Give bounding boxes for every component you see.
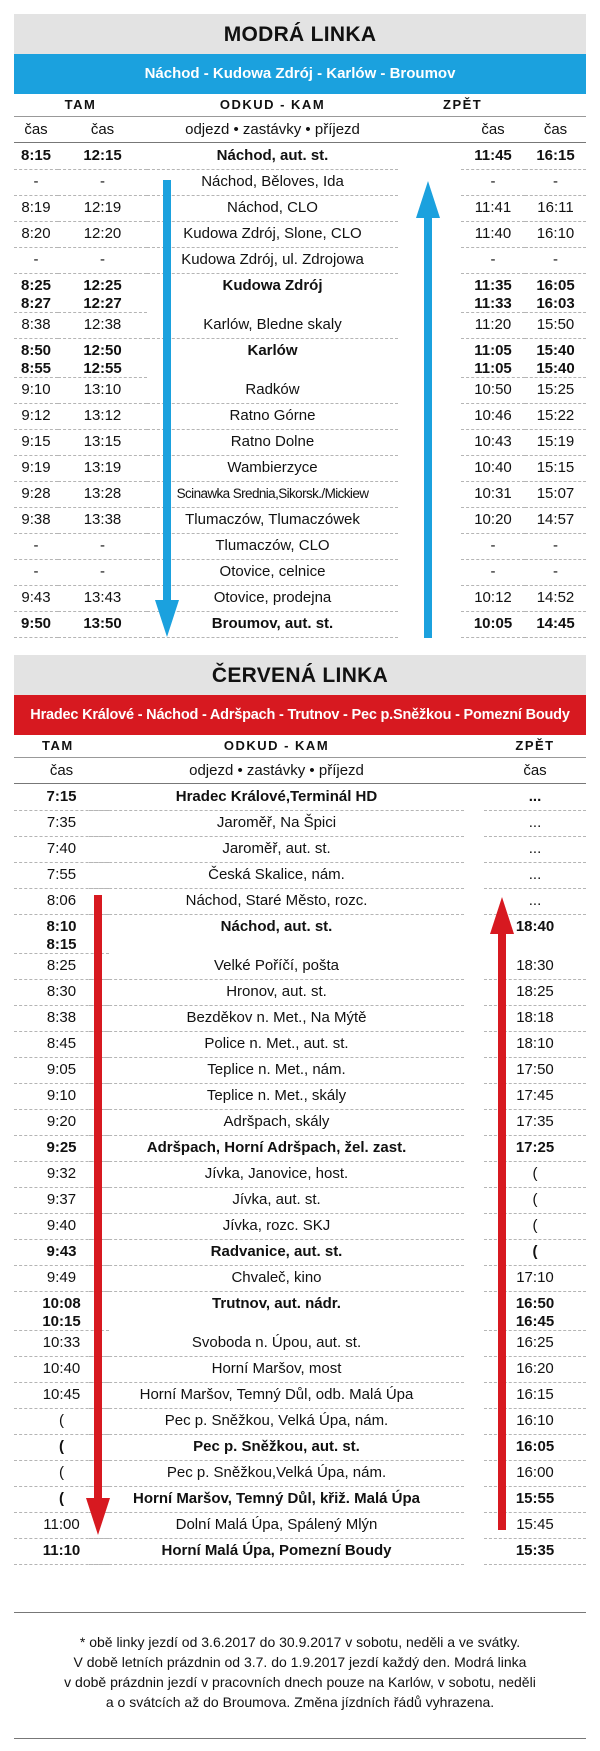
red-cell-stop: Chvaleč, kino (89, 1265, 464, 1292)
red-cell-tam: 11:10 (14, 1538, 109, 1565)
blue-cell-stop: Náchod, Běloves, Ida (147, 169, 398, 196)
blue-sub-stops: odjezd • zastávky • příjezd (185, 121, 360, 138)
blue-table-row (14, 611, 586, 637)
blue-cell-zpet-1: - (461, 247, 525, 274)
red-cell-stop: Horní Maršov, Temný Důl, křiž. Malá Úpa (89, 1486, 464, 1513)
blue-cell-tam-2: 13:28 (58, 481, 147, 508)
red-cell-zpet: 17:10 (484, 1265, 586, 1292)
blue-cell-zpet-1: 10:20 (461, 507, 525, 534)
red-cell-zpet: 18:10 (484, 1031, 586, 1058)
blue-cell-gap (398, 312, 461, 338)
blue-cell-zpet-2: 15:25 (525, 377, 586, 404)
red-cell-tam: 9:43 (14, 1239, 109, 1266)
blue-cell-zpet-2: - (525, 169, 586, 196)
red-cell-stop: Horní Malá Úpa, Pomezní Boudy (89, 1538, 464, 1565)
blue-cell-tam-2: - (58, 247, 147, 274)
red-table-row (14, 1460, 586, 1486)
red-table-row (14, 888, 586, 914)
blue-cell-zpet-1: 10:46 (461, 403, 525, 430)
blue-cell-zpet-2: 15:40 (536, 342, 575, 359)
blue-cell-stop: Otovice, prodejna (147, 585, 398, 612)
red-cell-stop (89, 937, 464, 953)
blue-cell-gap (398, 611, 461, 637)
blue-table-row (14, 455, 586, 481)
red-table-row (14, 1239, 586, 1265)
red-cell-stop: Jaroměř, Na Špici (89, 810, 464, 837)
blue-table-row (14, 221, 586, 247)
red-cell-stop: Jaroměř, aut. st. (89, 836, 464, 863)
blue-cell-tam-1: - (14, 533, 58, 560)
red-cell-zpet: 16:20 (484, 1356, 586, 1383)
red-cell-zpet: 16:25 (484, 1330, 586, 1357)
blue-cell-tam-1: 9:28 (14, 481, 58, 508)
red-cell-zpet (484, 937, 586, 953)
blue-cell-stop: Kudowa Zdrój, Slone, CLO (147, 221, 398, 248)
blue-line-title: MODRÁ LINKA (14, 14, 586, 54)
blue-cell-tam-2: 12:15 (58, 143, 147, 170)
footnote (14, 1632, 586, 1712)
blue-cell-gap (398, 585, 461, 611)
blue-cell-zpet-2: 14:45 (525, 611, 586, 638)
blue-subheader-row (14, 117, 586, 143)
blue-cell-stop: Otovice, celnice (147, 559, 398, 586)
blue-cell-stop: Kudowa Zdrój (222, 277, 323, 294)
blue-cell-zpet-2: 16:03 (525, 296, 586, 313)
blue-cell-tam-1: 8:38 (14, 312, 58, 339)
red-cell-tam: 8:25 (14, 953, 109, 980)
blue-cell-gap (398, 533, 461, 559)
blue-cell-tam-2: 12:20 (58, 221, 147, 248)
blue-cell-tam-1: 9:50 (14, 611, 58, 638)
blue-cell-zpet-2: 16:11 (525, 195, 586, 222)
blue-cell-tam-2: 12:55 (58, 361, 147, 378)
red-cell-stop: Náchod, Staré Město, rozc. (89, 888, 464, 915)
red-cell-stop: Radvanice, aut. st. (89, 1239, 464, 1266)
blue-cell-tam-2: 12:25 (83, 277, 122, 294)
red-cell-tam: 9:40 (14, 1213, 109, 1240)
blue-table-row (14, 296, 586, 312)
blue-cell-stop: Tlumaczów, Tlumaczówek (147, 507, 398, 534)
red-cell-tam: 9:32 (14, 1161, 109, 1188)
blue-table-row (14, 143, 586, 169)
red-table-row (14, 836, 586, 862)
red-cell-tam: 10:08 (42, 1295, 81, 1312)
red-subheader-row (14, 758, 586, 784)
blue-cell-zpet-2: - (525, 533, 586, 560)
red-cell-stop: Česká Skalice, nám. (89, 862, 464, 889)
red-cell-zpet: 17:50 (484, 1057, 586, 1084)
red-cell-tam: 9:49 (14, 1265, 109, 1292)
blue-cell-zpet-1: - (461, 533, 525, 560)
blue-line-route: Náchod - Kudowa Zdrój - Karlów - Broumov (14, 54, 586, 94)
red-cell-stop: Hradec Králové,Terminál HD (89, 784, 464, 811)
red-header-zpet: ZPĚT (515, 738, 555, 753)
blue-cell-zpet-1: 11:45 (461, 143, 525, 170)
blue-cell-gap (398, 143, 461, 169)
red-cell-tam: 10:33 (14, 1330, 109, 1357)
blue-header-zpet: ZPĚT (443, 97, 483, 112)
red-cell-tam: 8:45 (14, 1031, 109, 1058)
red-table-row (14, 784, 586, 810)
blue-cell-zpet-2: 16:10 (525, 221, 586, 248)
red-cell-stop: Trutnov, aut. nádr. (212, 1295, 341, 1312)
blue-sub-cas-1: čas (24, 121, 48, 138)
red-table-row (14, 1005, 586, 1031)
red-cell-tam: ( (14, 1460, 109, 1487)
red-cell-stop: Dolní Malá Úpa, Spálený Mlýn (89, 1512, 464, 1539)
blue-cell-gap (398, 429, 461, 455)
red-sub-stops: odjezd • zastávky • příjezd (189, 762, 364, 779)
red-cell-tam: 9:25 (14, 1135, 109, 1162)
blue-cell-tam-1: 8:50 (20, 342, 52, 359)
red-cell-zpet: ( (484, 1187, 586, 1214)
blue-cell-zpet-1: 11:20 (461, 312, 525, 339)
blue-cell-gap (398, 403, 461, 429)
blue-cell-tam-1: 8:20 (14, 221, 58, 248)
blue-cell-zpet-2: 15:19 (525, 429, 586, 456)
red-cell-stop: Jívka, aut. st. (89, 1187, 464, 1214)
red-cell-stop (89, 1314, 464, 1330)
red-cell-stop: Náchod, aut. st. (220, 918, 333, 935)
red-cell-zpet: 15:55 (484, 1486, 586, 1513)
red-cell-zpet: ( (484, 1239, 586, 1266)
blue-cell-tam-2: 13:38 (58, 507, 147, 534)
blue-cell-zpet-1: - (461, 559, 525, 586)
blue-cell-tam-1: 9:19 (14, 455, 58, 482)
blue-cell-tam-1: 9:12 (14, 403, 58, 430)
red-cell-zpet: 15:35 (484, 1538, 586, 1565)
red-cell-tam: 8:15 (14, 937, 109, 954)
red-timetable-body (14, 784, 586, 1564)
red-table-row (14, 1330, 586, 1356)
blue-cell-gap (398, 507, 461, 533)
blue-cell-gap (398, 481, 461, 507)
red-cell-zpet: ( (484, 1161, 586, 1188)
red-cell-tam: 8:06 (14, 888, 109, 915)
red-cell-zpet: ... (484, 862, 586, 889)
blue-cell-tam-2: 13:43 (58, 585, 147, 612)
red-cell-tam: 9:05 (14, 1057, 109, 1084)
red-cell-tam: 10:40 (14, 1356, 109, 1383)
blue-cell-tam-2: 13:19 (58, 455, 147, 482)
red-header-tam: TAM (42, 738, 74, 753)
blue-cell-gap (398, 296, 461, 312)
blue-header-row (14, 94, 586, 117)
blue-cell-tam-2: 12:19 (58, 195, 147, 222)
blue-table-row (14, 507, 586, 533)
red-cell-tam: 9:37 (14, 1187, 109, 1214)
timetable-page (14, 14, 586, 1564)
blue-table-row (14, 585, 586, 611)
red-table-row (14, 1538, 586, 1564)
red-cell-tam: ( (14, 1434, 109, 1461)
footnote-line-4: a o svátcích až do Broumova. Změna jízdních řádů vyhrazena. (105, 1694, 495, 1710)
red-table-row (14, 979, 586, 1005)
red-table-row (14, 1161, 586, 1187)
blue-cell-zpet-2: 16:05 (536, 277, 575, 294)
blue-cell-gap (398, 169, 461, 195)
red-sub-cas-2: čas (523, 762, 547, 779)
blue-table-row (14, 169, 586, 195)
red-table-row (14, 953, 586, 979)
blue-table-row (14, 559, 586, 585)
footnote-line-3: v době prázdnin jezdí v pracovních dnech pouze na Karlów, v sobotu, neděli (64, 1674, 536, 1690)
blue-cell-tam-2: 13:15 (58, 429, 147, 456)
red-cell-stop: Horní Maršov, most (89, 1356, 464, 1383)
blue-cell-gap (398, 195, 461, 221)
red-cell-stop: Bezděkov n. Met., Na Mýtě (89, 1005, 464, 1032)
blue-cell-zpet-1: 11:35 (474, 277, 512, 294)
blue-table-row (14, 429, 586, 455)
red-table-row (14, 1031, 586, 1057)
blue-cell-gap (398, 455, 461, 481)
blue-cell-zpet-1: 11:40 (461, 221, 525, 248)
red-cell-zpet: 17:45 (484, 1083, 586, 1110)
blue-cell-zpet-2: 16:15 (525, 143, 586, 170)
red-table-row (14, 1265, 586, 1291)
red-table-row (14, 1382, 586, 1408)
red-cell-tam: 7:55 (14, 862, 109, 889)
red-cell-zpet: 16:50 (515, 1295, 555, 1312)
blue-cell-stop: Náchod, CLO (147, 195, 398, 222)
red-cell-zpet: 16:00 (484, 1460, 586, 1487)
blue-sub-gap (398, 117, 461, 142)
red-table-row (14, 1408, 586, 1434)
blue-cell-zpet-2: 15:15 (525, 455, 586, 482)
footnote-line-2: V době letních prázdnin od 3.7. do 1.9.2017 jezdí každý den. Modrá linka (73, 1654, 527, 1670)
red-table-row (14, 1187, 586, 1213)
blue-sub-cas-4: čas (543, 121, 568, 138)
red-table-row (14, 1486, 586, 1512)
blue-cell-tam-2: 12:27 (58, 296, 147, 313)
blue-cell-tam-1: 9:15 (14, 429, 58, 456)
red-cell-zpet: 16:10 (484, 1408, 586, 1435)
bottom-divider (14, 1738, 586, 1739)
blue-cell-zpet-1: - (461, 169, 525, 196)
blue-cell-tam-1: 8:19 (14, 195, 58, 222)
red-cell-zpet: 18:30 (484, 953, 586, 980)
blue-cell-tam-1: - (14, 247, 58, 274)
red-cell-zpet: ... (484, 810, 586, 837)
red-cell-stop: Teplice n. Met., nám. (89, 1057, 464, 1084)
red-cell-tam: 7:40 (14, 836, 109, 863)
red-cell-tam: ( (14, 1486, 109, 1513)
blue-cell-zpet-1: 11:05 (474, 342, 512, 359)
blue-cell-zpet-1: 11:05 (461, 361, 525, 378)
blue-cell-stop: Scinawka Srednia,Sikorsk./Mickiew (147, 481, 398, 508)
red-cell-tam: 8:38 (14, 1005, 109, 1032)
red-cell-stop: Pec p. Sněžkou,Velká Úpa, nám. (89, 1460, 464, 1487)
red-cell-zpet: 16:45 (484, 1314, 586, 1331)
red-header-row (14, 735, 586, 758)
blue-cell-zpet-1: 10:40 (461, 455, 525, 482)
red-cell-zpet: 16:05 (484, 1434, 586, 1461)
blue-cell-tam-2: - (58, 169, 147, 196)
blue-cell-stop (147, 296, 398, 312)
red-cell-tam: 9:20 (14, 1109, 109, 1136)
red-table-row (14, 1057, 586, 1083)
blue-sub-cas-3: čas (481, 121, 505, 138)
blue-cell-stop: Náchod, aut. st. (147, 143, 398, 170)
blue-cell-zpet-1: 11:33 (461, 296, 525, 313)
blue-cell-zpet-2: 15:50 (525, 312, 586, 339)
blue-cell-stop: Radków (147, 377, 398, 404)
blue-cell-tam-1: 8:27 (14, 296, 58, 313)
blue-header-tam: TAM (64, 97, 97, 112)
red-cell-stop: Police n. Met., aut. st. (89, 1031, 464, 1058)
red-table-row (14, 1314, 586, 1330)
red-cell-zpet: 18:25 (484, 979, 586, 1006)
blue-cell-tam-1: 8:55 (14, 361, 58, 378)
blue-cell-zpet-1: 10:05 (461, 611, 525, 638)
red-cell-stop: Adršpach, Horní Adršpach, žel. zast. (89, 1135, 464, 1162)
red-cell-zpet: ... (484, 888, 586, 915)
blue-cell-gap (398, 247, 461, 273)
red-cell-stop: Jívka, Janovice, host. (89, 1161, 464, 1188)
red-cell-stop: Jívka, rozc. SKJ (89, 1213, 464, 1240)
red-cell-stop: Pec p. Sněžkou, Velká Úpa, nám. (89, 1408, 464, 1435)
blue-cell-zpet-2: 15:22 (525, 403, 586, 430)
blue-cell-zpet-1: 10:50 (461, 377, 525, 404)
red-table-row (14, 1356, 586, 1382)
blue-timetable-body (14, 143, 586, 637)
blue-cell-tam-2: - (58, 559, 147, 586)
blue-cell-stop: Broumov, aut. st. (147, 611, 398, 638)
red-line-title: ČERVENÁ LINKA (14, 655, 586, 695)
blue-cell-tam-2: 12:50 (83, 342, 122, 359)
red-line-route: Hradec Králové - Náchod - Adršpach - Trutnov - Pec p.Sněžkou - Pomezní Boudy (14, 695, 586, 735)
red-table-row (14, 862, 586, 888)
blue-cell-tam-1: 9:43 (14, 585, 58, 612)
blue-cell-tam-1: 8:15 (14, 143, 58, 170)
red-cell-stop: Pec p. Sněžkou, aut. st. (89, 1434, 464, 1461)
red-cell-tam: 11:00 (14, 1512, 109, 1539)
blue-cell-stop: Ratno Dolne (147, 429, 398, 456)
red-cell-tam: 7:15 (14, 784, 109, 811)
blue-table-row (14, 403, 586, 429)
blue-cell-tam-1: - (14, 169, 58, 196)
blue-cell-zpet-2: - (525, 559, 586, 586)
blue-cell-tam-2: - (58, 533, 147, 560)
footnote-line-1: * obě linky jezdí od 3.6.2017 do 30.9.2017 v sobotu, neděli a ve svátky. (79, 1634, 521, 1650)
red-table-row (14, 1512, 586, 1538)
blue-sub-cas-2: čas (90, 121, 115, 138)
red-header-odkud-kam: ODKUD - KAM (223, 738, 330, 753)
red-sub-cas-1: čas (49, 762, 74, 779)
blue-cell-zpet-1: 11:41 (461, 195, 525, 222)
blue-cell-tam-2: 13:12 (58, 403, 147, 430)
blue-cell-stop: Ratno Górne (147, 403, 398, 430)
blue-table-row (14, 361, 586, 377)
red-table-row (14, 1434, 586, 1460)
spacer (14, 637, 586, 655)
blue-cell-zpet-1: 10:31 (461, 481, 525, 508)
red-cell-tam: ( (14, 1408, 109, 1435)
blue-cell-zpet-2: - (525, 247, 586, 274)
blue-table-row (14, 377, 586, 403)
red-table-row (14, 810, 586, 836)
blue-cell-stop: Karlów (247, 342, 298, 359)
blue-cell-zpet-2: 15:07 (525, 481, 586, 508)
blue-header-odkud-kam: ODKUD - KAM (219, 97, 326, 112)
blue-cell-zpet-2: 14:57 (525, 507, 586, 534)
red-cell-zpet: 17:25 (484, 1135, 586, 1162)
red-table-row (14, 1109, 586, 1135)
red-cell-zpet: 16:15 (484, 1382, 586, 1409)
blue-cell-stop: Kudowa Zdrój, ul. Zdrojowa (147, 247, 398, 274)
blue-cell-stop: Tlumaczów, CLO (147, 533, 398, 560)
red-cell-zpet: 18:40 (515, 918, 555, 935)
blue-cell-stop: Wambierzyce (147, 455, 398, 482)
red-cell-tam: 7:35 (14, 810, 109, 837)
blue-cell-zpet-1: 10:12 (461, 585, 525, 612)
red-cell-stop: Horní Maršov, Temný Důl, odb. Malá Úpa (89, 1382, 464, 1409)
red-cell-tam: 10:15 (14, 1314, 109, 1331)
blue-cell-tam-1: 8:25 (20, 277, 52, 294)
blue-cell-zpet-2: 15:40 (525, 361, 586, 378)
blue-cell-tam-1: - (14, 559, 58, 586)
red-table-row (14, 1213, 586, 1239)
blue-cell-tam-2: 13:10 (58, 377, 147, 404)
blue-table-row (14, 312, 586, 338)
blue-table-row (14, 533, 586, 559)
blue-cell-zpet-1: 10:43 (461, 429, 525, 456)
blue-cell-tam-1: 9:38 (14, 507, 58, 534)
red-cell-stop: Velké Poříčí, pošta (89, 953, 464, 980)
blue-table-row (14, 481, 586, 507)
red-cell-zpet: ( (484, 1213, 586, 1240)
red-cell-zpet: 15:45 (484, 1512, 586, 1539)
blue-cell-tam-1: 9:10 (14, 377, 58, 404)
red-cell-stop: Adršpach, skály (89, 1109, 464, 1136)
red-cell-tam: 8:30 (14, 979, 109, 1006)
blue-cell-zpet-2: 14:52 (525, 585, 586, 612)
red-cell-zpet: ... (484, 836, 586, 863)
red-cell-stop: Svoboda n. Úpou, aut. st. (89, 1330, 464, 1357)
blue-cell-gap (398, 559, 461, 585)
red-cell-tam: 9:10 (14, 1083, 109, 1110)
red-cell-zpet: ... (484, 784, 586, 811)
blue-cell-gap (398, 361, 461, 377)
blue-cell-stop: Karlów, Bledne skaly (147, 312, 398, 339)
footnote-divider (14, 1612, 586, 1613)
blue-table-row (14, 247, 586, 273)
red-cell-zpet: 17:35 (484, 1109, 586, 1136)
blue-cell-tam-2: 13:50 (58, 611, 147, 638)
red-table-row (14, 1135, 586, 1161)
blue-table-row (14, 195, 586, 221)
red-table-row (14, 1083, 586, 1109)
red-cell-stop: Teplice n. Met., skály (89, 1083, 464, 1110)
blue-cell-tam-2: 12:38 (58, 312, 147, 339)
red-cell-tam: 8:10 (46, 918, 77, 935)
red-cell-stop: Hronov, aut. st. (89, 979, 464, 1006)
blue-cell-gap (398, 377, 461, 403)
red-cell-zpet: 18:18 (484, 1005, 586, 1032)
red-cell-tam: 10:45 (14, 1382, 109, 1409)
red-table-row (14, 937, 586, 953)
blue-cell-stop (147, 361, 398, 377)
blue-cell-gap (398, 221, 461, 247)
